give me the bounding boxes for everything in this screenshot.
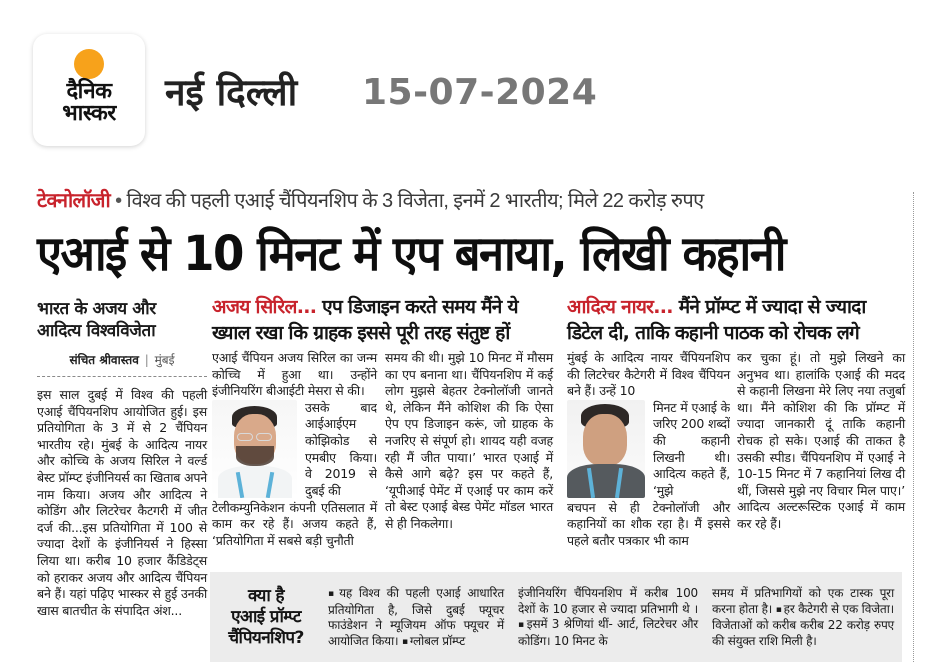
logo-text-line1: दैनिक (66, 79, 112, 104)
ajay-col1-beside-photo: उसके बाद आईआईएम कोझिकोड से एमबीए किया। वे 2019 से दुबई की (305, 399, 377, 498)
bullet-icon: ▪ (518, 620, 525, 631)
dainik-bhaskar-logo[interactable] (33, 34, 145, 146)
aditya-col1-bottom: बचपन से ही टेक्नोलॉजी और कहानियों का शौक रहा है। मैं इससे पहले बतौर पत्रकार भी काम (567, 499, 730, 548)
aditya-title-line2: डिटेल दी, ताकि कहानी पाठक को रोचक लगे (567, 322, 859, 344)
ajay-name: अजय सिरिल... (212, 296, 317, 318)
edition-city: नई दिल्ली (165, 71, 298, 114)
aditya-col2 (737, 350, 905, 533)
ajay-photo (212, 400, 297, 498)
byline (37, 352, 207, 368)
bullet-icon: ▪ (775, 604, 782, 615)
aditya-col2-text: कर चुका हूं। तो मुझे लिखने का अनुभव था। हालांकि एआई की मदद से कहानी लिखना मेरे लिए नया तजुर्बा था। मैंने कोशिश की कि प्रॉम्प्ट में ज्यादा जानकारी दूं ताकि कहानी रोचक हो सके। एआई की ताकत है उसकी स्पीड। चैंपियनशिप में एआई ने 10-15 मिनट में 7 कहानियां लिख दी थीं, जिससे मुझे नए विचार मिल पाए।’ आदित्य अल्टरूस्टिक एआई में काम कर रहे हैं। (737, 350, 905, 531)
ajay-title-text: एप डिजाइन करते समय मैंने ये (316, 296, 518, 318)
intro-title-line1: भारत के अजय और (37, 299, 156, 319)
info-col1-b: ग्लोबल प्रॉम्प्ट (409, 633, 466, 648)
byline-place: मुंबई (154, 353, 175, 367)
info-title-line2: एआई प्रॉम्प्ट (231, 607, 301, 627)
aditya-section-title (567, 294, 907, 346)
ajay-section (212, 294, 552, 562)
column-divider (913, 192, 914, 662)
ajay-title-line2: ख्याल रखा कि ग्राहक इससे पूरी तरह संतुष्ट हों (212, 322, 510, 344)
info-col2 (518, 586, 698, 649)
ajay-col2-text: समय की थी। मुझे 10 मिनट में मौसम का एप बनाना था। चैंपियनशिप में कई लोग मुझसे बेहतर टेक्नोलॉजी जानते थे, लेकिन मैंने कोशिश की कि ऐसा ऐप एप डिजाइन करूं, जो ग्राहक के नजरिए से संपूर्ण हो। शायद यही वजह रही मैं जीत पाया।’ भारत एआई में कैसे आगे बढ़े? इस पर कहते हैं, ‘यूपीआई पेमेंट में एआई पर काम करें तो बेस्ट एआई बेस्ड पेमेंट मॉडल भारत से ही निकलेगा। (385, 350, 553, 531)
logo-text-line2: भास्कर (62, 101, 116, 126)
aditya-section (567, 294, 907, 562)
ajay-col1-top: एआई चैंपियन अजय सिरिल का जन्म कोच्चि में हुआ था। उन्होंने इंजीनियरिंग बीआईटी मेसरा से की। (212, 350, 377, 399)
kicker-text: विश्व की पहली एआई चैंपियनशिप के 3 विजेता, इनमें 2 भारतीय; मिले 22 करोड़ रुपए (126, 190, 704, 212)
aditya-col1-beside-photo: मिनट में एआई के जरिए 200 शब्दों की कहानी लिखनी थी। आदित्य कहते हैं, ‘मुझे (653, 399, 730, 498)
kicker-category: टेक्नोलॉजी (37, 190, 111, 212)
info-title-line1: क्या है (248, 586, 284, 606)
aditya-col1 (567, 350, 730, 550)
info-col3 (712, 586, 894, 649)
ajay-col1 (212, 350, 377, 550)
kicker (37, 186, 704, 216)
info-box (210, 572, 902, 662)
info-col3-b: हर कैटेगरी से एक विजेता। विजेताओं को करीब करीब 22 करोड़ रुपए की संयुक्त राशि मिली है। (712, 601, 894, 648)
intro-column (37, 298, 207, 619)
headline: एआई से 10 मिनट में एप बनाया, लिखी कहानी (37, 226, 785, 282)
info-col1 (328, 586, 504, 650)
sun-icon (74, 49, 104, 79)
byline-separator: | (144, 353, 149, 367)
info-title-line3: चैंपियनशिप? (228, 628, 304, 648)
ajay-col2 (385, 350, 553, 533)
ajay-body (212, 350, 552, 562)
aditya-col1-top: मुंबई के आदित्य नायर चैंपियनशिप की लिटरेचर कैटेगरी में विश्व चैंपियन बने हैं। उन्हें 10 (567, 350, 730, 399)
aditya-name: आदित्य नायर... (567, 296, 673, 318)
byline-author: संचित श्रीवास्तव (69, 353, 139, 367)
info-col2-b: इसमें 3 श्रेणियां थीं- आर्ट, लिटरेचर और कोडिंग। 10 मिनट के (518, 617, 698, 648)
intro-body: इस साल दुबई में विश्व की पहली एआई चैंपियनशिप आयोजित हुई। इस प्रतियोगिता के 3 में से 2 चैंपियन भारतीय रहे। मुंबई के आदित्य नायर और कोच्चि के अजय सिरिल ने वर्ल्ड बेस्ट प्रॉम्प्ट इंजीनियर्स का खिताब अपने नाम किया। अजय और आदित्य ने कोडिंग और लिटरेचर कैटगरी में जीत दर्ज की...इस प्रतियोगिता में 100 से ज्यादा देशों के इंजीनियर्स ने हिस्सा लिया था। करीब 10 हजार कैंडिडेट्स को हराकर अजय और आदित्य चैंपियन बने हैं। यहां पढ़िए भास्कर से हुई उनकी खास बातचीत के संपादित अंश... (37, 387, 207, 618)
info-col3-a: समय में प्रतिभागियों को एक टास्क पूरा करना होता है। (712, 586, 894, 616)
intro-title (37, 298, 207, 342)
info-col2-a: इंजीनियरिंग चैंपियनशिप में करीब 100 देशों के 10 हजार से ज्यादा प्रतिभागी थे । (518, 586, 698, 616)
aditya-photo (567, 400, 645, 498)
ajay-col1-bottom: टेलीकम्युनिकेशन कंपनी एतिसलात में काम कर रहे हैं। अजय कहते हैं, ‘प्रतियोगिता में सबसे बड़ी चुनौती (212, 499, 377, 548)
bullet-icon: ▪ (328, 589, 338, 599)
info-col1-a: यह विश्व की पहली एआई आधारित प्रतियोगिता है, जिसे दुबई फ्यूचर फाउंडेशन ने म्यूजियम ऑफ फ्यूचर में आयोजित किया। (328, 586, 504, 648)
newspaper-clipping (20, 180, 925, 662)
intro-title-line2: आदित्य विश्वविजेता (37, 321, 156, 341)
aditya-title-text: मैंने प्रॉम्प्ट में ज्यादा से ज्यादा (672, 296, 866, 318)
edition-date: 15-07-2024 (362, 72, 598, 113)
info-box-title (220, 586, 312, 649)
bullet-icon: ▪ (401, 636, 408, 647)
ajay-section-title (212, 294, 552, 346)
aditya-body (567, 350, 907, 562)
divider (37, 376, 207, 377)
app-header (0, 0, 925, 170)
kicker-separator: • (115, 190, 122, 212)
